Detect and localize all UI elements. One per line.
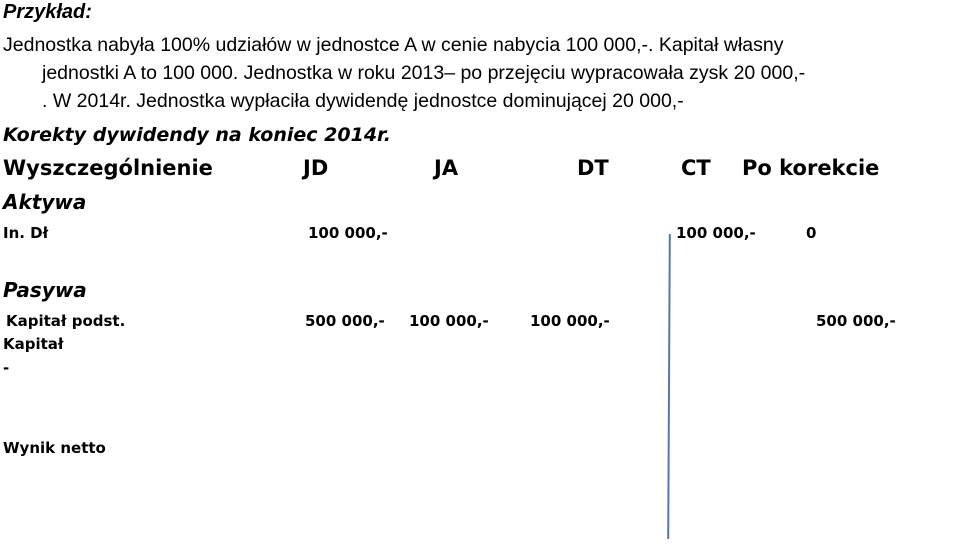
row-in-dl-po: 0 — [806, 224, 817, 242]
row-in-dl-label: In. Dł — [3, 224, 49, 242]
row-kapital-podst-ja: 100 000,- — [409, 312, 489, 330]
header-jd: JD — [303, 156, 329, 180]
subtitle: Korekty dywidendy na koniec 2014r. — [3, 124, 391, 146]
row-kapital-podst-dt: 100 000,- — [530, 312, 610, 330]
row-dash-label: - — [3, 359, 10, 377]
row-kapital-label: Kapitał — [3, 335, 64, 353]
paragraph-line-1: Jednostka nabyła 100% udziałów w jednostce A w cenie nabycia 100 000,-. Kapitał własny — [3, 34, 784, 56]
row-in-dl-jd: 100 000,- — [308, 224, 388, 242]
header-dt: DT — [577, 156, 609, 180]
row-in-dl-ct: 100 000,- — [676, 224, 756, 242]
header-ja: JA — [434, 156, 459, 180]
section-pasywa: Pasywa — [3, 278, 87, 302]
header-po-korekcie: Po korekcie — [742, 156, 880, 180]
section-aktywa: Aktywa — [3, 190, 87, 214]
row-wynik-netto-label: Wynik netto — [3, 439, 106, 457]
header-ct: CT — [681, 156, 711, 180]
paragraph-line-3: . W 2014r. Jednostka wypłaciła dywidendę jednostce dominującej 20 000,- — [42, 90, 684, 112]
column-divider — [667, 234, 671, 539]
header-wyszczegolnienie: Wyszczególnienie — [3, 156, 213, 180]
row-kapital-podst-label: Kapitał podst. — [6, 312, 126, 330]
row-kapital-podst-po: 500 000,- — [816, 312, 896, 330]
row-kapital-podst-jd: 500 000,- — [305, 312, 385, 330]
paragraph-line-2: jednostki A to 100 000. Jednostka w roku 2013– po przejęciu wypracowała zysk 20 000,- — [42, 62, 806, 84]
page-title: Przykład: — [3, 1, 92, 23]
